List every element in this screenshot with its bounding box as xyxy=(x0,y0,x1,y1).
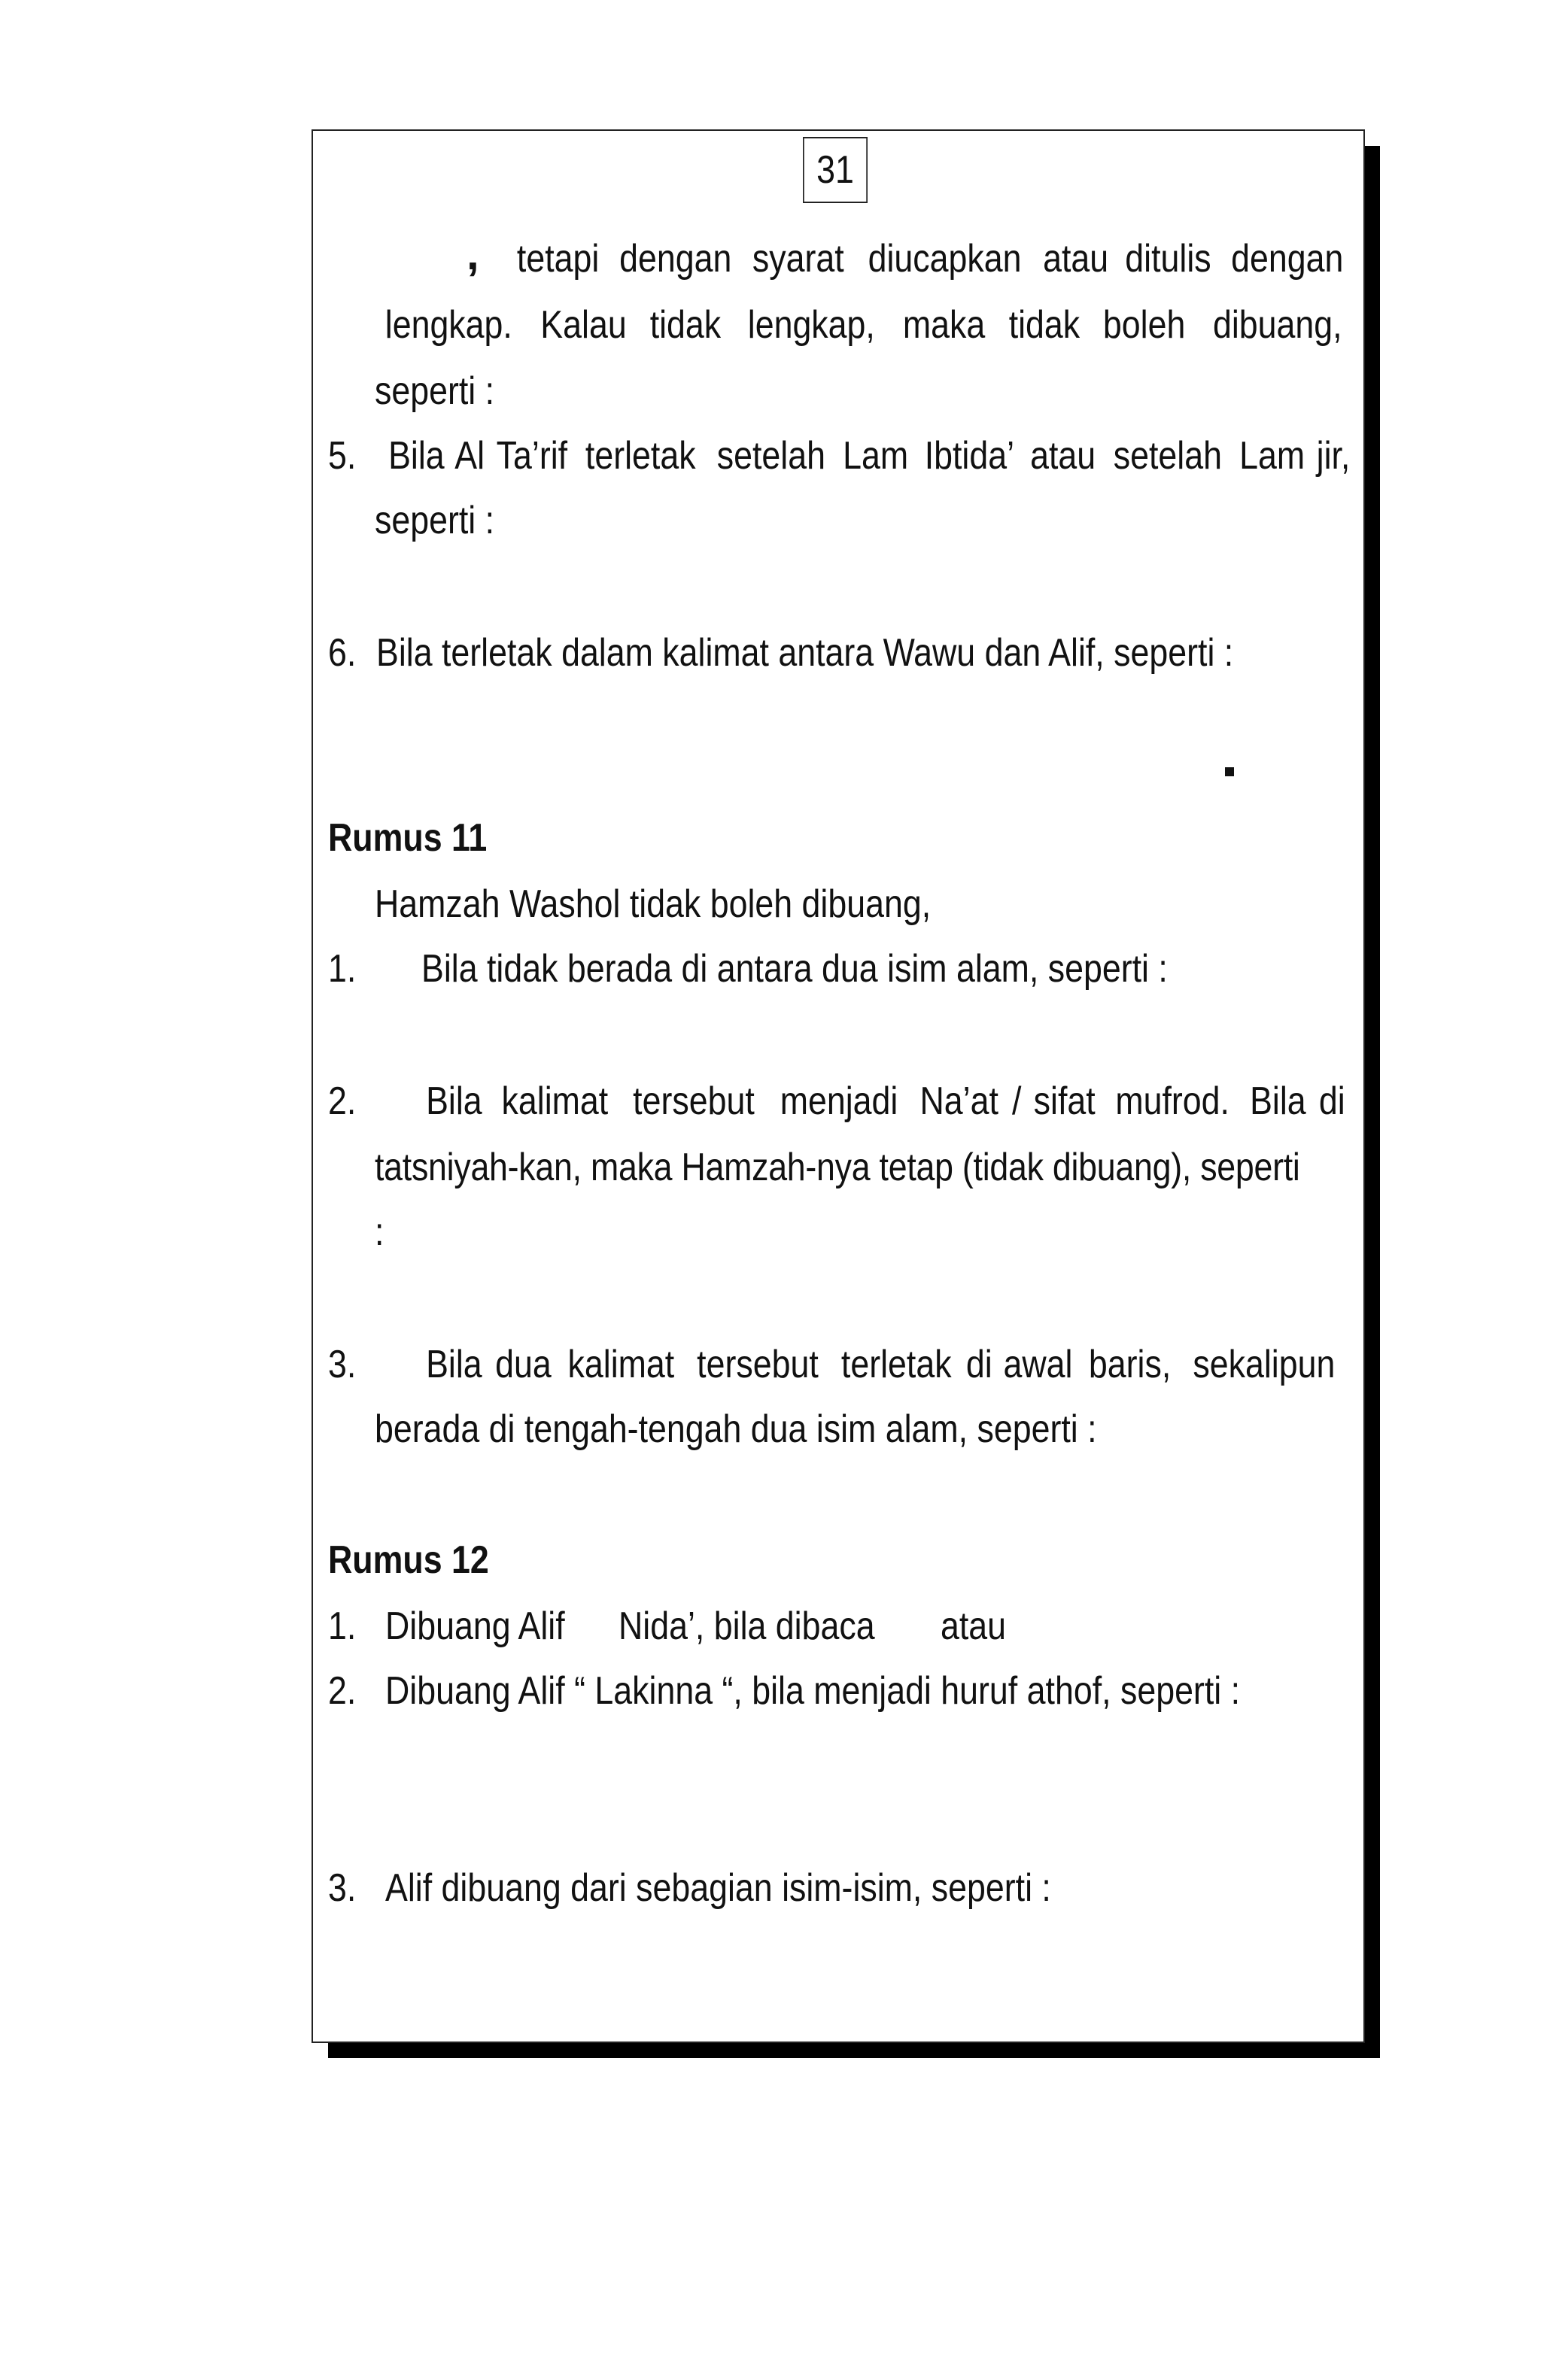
rumus-11-intro: Hamzah Washol tidak boleh dibuang, xyxy=(375,882,932,926)
rumus-12-item-2-text: Dibuang Alif “ Lakinna “, bila menjadi huruf athof, seperti : xyxy=(385,1669,1241,1713)
rumus-12-item-2-number: 2. xyxy=(328,1669,357,1713)
word: jir, xyxy=(1316,434,1351,478)
rumus-11-item-3-number: 3. xyxy=(328,1343,357,1386)
word: dua xyxy=(494,1343,552,1386)
word: tidak xyxy=(649,303,722,347)
word: tetapi xyxy=(516,237,600,281)
word: tidak xyxy=(1008,303,1080,347)
page-number: 31 xyxy=(803,137,868,203)
item-5-number: 5. xyxy=(328,434,357,478)
rumus-11-heading: Rumus 11 xyxy=(328,816,488,860)
word: Na’at xyxy=(919,1079,999,1123)
word: Bila xyxy=(388,434,445,478)
word: mufrod. xyxy=(1115,1079,1230,1123)
rumus-12-item-3-number: 3. xyxy=(328,1866,357,1910)
rumus-11-item-2-line-3: : xyxy=(375,1210,384,1254)
rumus-12-item-1-number: 1. xyxy=(328,1604,357,1648)
word: Ta’rif xyxy=(496,434,568,478)
word: menjadi xyxy=(780,1079,898,1123)
word: tersebut xyxy=(696,1343,819,1386)
rumus-12-item-3-text: Alif dibuang dari sebagian isim-isim, seperti : xyxy=(385,1866,1051,1910)
word: maka xyxy=(903,303,986,347)
rumus-12-item-1-part-b: Nida’, bila dibaca xyxy=(619,1604,875,1648)
word: syarat xyxy=(752,237,844,281)
rumus-11-item-2-number: 2. xyxy=(328,1079,357,1123)
item-6-number: 6. xyxy=(328,631,357,675)
word: Kalau xyxy=(540,303,627,347)
period-mark xyxy=(1225,767,1234,776)
word: terletak xyxy=(585,434,696,478)
rumus-11-item-3-line-2: berada di tengah-tengah dua isim alam, seperti : xyxy=(375,1407,1097,1451)
word: dengan xyxy=(619,237,732,281)
word: kalimat xyxy=(567,1343,675,1386)
rumus-11-item-2-line-2: tatsniyah-kan, maka Hamzah-nya tetap (tidak dibuang), seperti xyxy=(375,1146,1300,1189)
word: atau xyxy=(1030,434,1096,478)
word: / xyxy=(1011,1079,1022,1123)
item-6-text: Bila terletak dalam kalimat antara Wawu dan Alif, seperti : xyxy=(376,631,1234,675)
word: Lam xyxy=(1239,434,1305,478)
word: Al xyxy=(454,434,485,478)
word: sifat xyxy=(1033,1079,1096,1123)
word: baris, xyxy=(1089,1343,1172,1386)
word: atau xyxy=(1043,237,1109,281)
rumus-11-item-1-number: 1. xyxy=(328,947,357,991)
word: boleh xyxy=(1102,303,1186,347)
word: ditulis xyxy=(1125,237,1211,281)
word: Lam xyxy=(843,434,909,478)
word: di xyxy=(1318,1079,1345,1123)
text-line-3: seperti : xyxy=(375,369,495,413)
text-line-2 xyxy=(375,302,1353,348)
rumus-11-item-1-text: Bila tidak berada di antara dua isim alam, seperti : xyxy=(421,947,1168,991)
rumus-12-item-1-part-a: Dibuang Alif xyxy=(385,1604,565,1648)
word: Ibtida’ xyxy=(924,434,1015,478)
word: awal xyxy=(1003,1343,1073,1386)
text-line-1 xyxy=(510,236,1353,281)
word: tersebut xyxy=(632,1079,755,1123)
word: sekalipun xyxy=(1193,1343,1336,1386)
rumus-11-item-3-line-1 xyxy=(421,1342,1347,1387)
comma-mark: , xyxy=(467,229,479,279)
word: Bila xyxy=(426,1343,482,1386)
word: dengan xyxy=(1231,237,1344,281)
word: di xyxy=(965,1343,992,1386)
rumus-12-heading: Rumus 12 xyxy=(328,1538,489,1582)
item-5-continued: seperti : xyxy=(375,499,495,542)
word: Bila xyxy=(1249,1079,1306,1123)
word: setelah xyxy=(717,434,826,478)
word: Bila xyxy=(426,1079,482,1123)
item-5-text xyxy=(384,433,1353,478)
word: diucapkan xyxy=(868,237,1022,281)
word: lengkap, xyxy=(748,303,876,347)
word: dibuang, xyxy=(1213,303,1342,347)
rumus-12-item-1-part-c: atau xyxy=(941,1604,1007,1648)
word: terletak xyxy=(840,1343,952,1386)
word: lengkap. xyxy=(384,303,512,347)
word: kalimat xyxy=(501,1079,609,1123)
word: setelah xyxy=(1113,434,1223,478)
rumus-11-item-2-line-1 xyxy=(421,1079,1347,1124)
